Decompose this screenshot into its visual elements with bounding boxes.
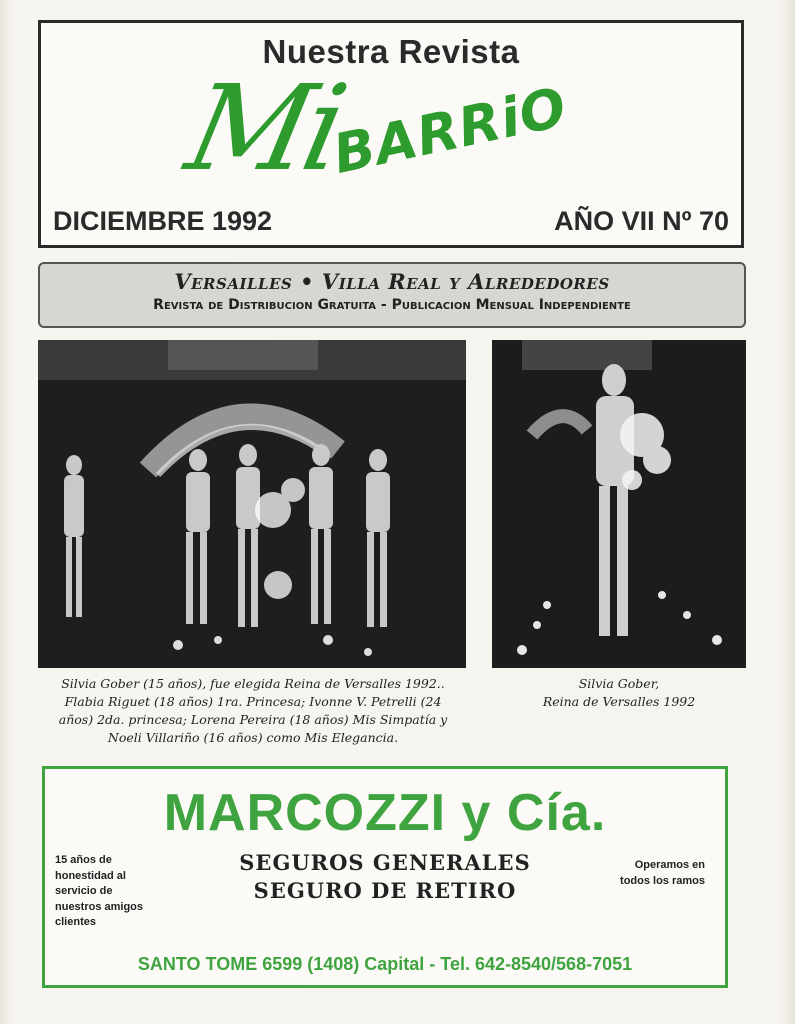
group-photo-caption (40, 675, 466, 747)
caption-line: Reina de Versalles 1992 (542, 694, 696, 709)
banner-region: Versailles • Villa Real y Alrededores (174, 269, 610, 294)
insurance-advertisement (42, 766, 728, 988)
pageant-group-photo (38, 340, 466, 668)
distribution-banner (38, 262, 746, 328)
ad-service-line: SEGURO DE RETIRO (253, 878, 517, 903)
issue-number: AÑO VII Nº 70 (554, 206, 729, 236)
ad-address: SANTO TOME 6599 (1408) Capital - Tel. 642-8540/568-7051 (137, 954, 633, 974)
caption-line: Noeli Villariño (16 años) como Mis Elegancia. (107, 730, 399, 745)
queen-portrait-photo (492, 340, 746, 668)
masthead-subtitle: Nuestra Revista (262, 33, 520, 70)
advertiser-name: MARCOZZI y Cía. (163, 784, 607, 842)
banner-tagline: Revista de Distribucion Gratuita - Publicacion Mensual Independiente (153, 297, 631, 313)
ad-services (205, 849, 565, 905)
caption-line: Silvia Gober (15 años), fue elegida Reina de Versalles 1992.. (61, 676, 445, 691)
logo-mi: Mi (176, 59, 353, 197)
caption-line: Flabia Riguet (18 años) 1ra. Princesa; Ivonne V. Petrelli (24 (64, 694, 442, 709)
ad-service-line: SEGUROS GENERALES (239, 850, 531, 875)
logo-barrio: BARRiO (327, 75, 573, 186)
masthead (38, 20, 744, 248)
ad-coverage-note: Operamos en todos los ramos (620, 859, 705, 887)
caption-line: Silvia Gober, (578, 676, 660, 691)
ad-honesty-note: 15 años de honestidad al servicio de nuestros amigos clientes (55, 854, 144, 928)
issue-date: DICIEMBRE 1992 (53, 206, 273, 236)
caption-line: años) 2da. princesa; Lorena Pereira (18 años) Mis Simpatía y (58, 712, 448, 727)
portrait-caption (492, 675, 746, 711)
